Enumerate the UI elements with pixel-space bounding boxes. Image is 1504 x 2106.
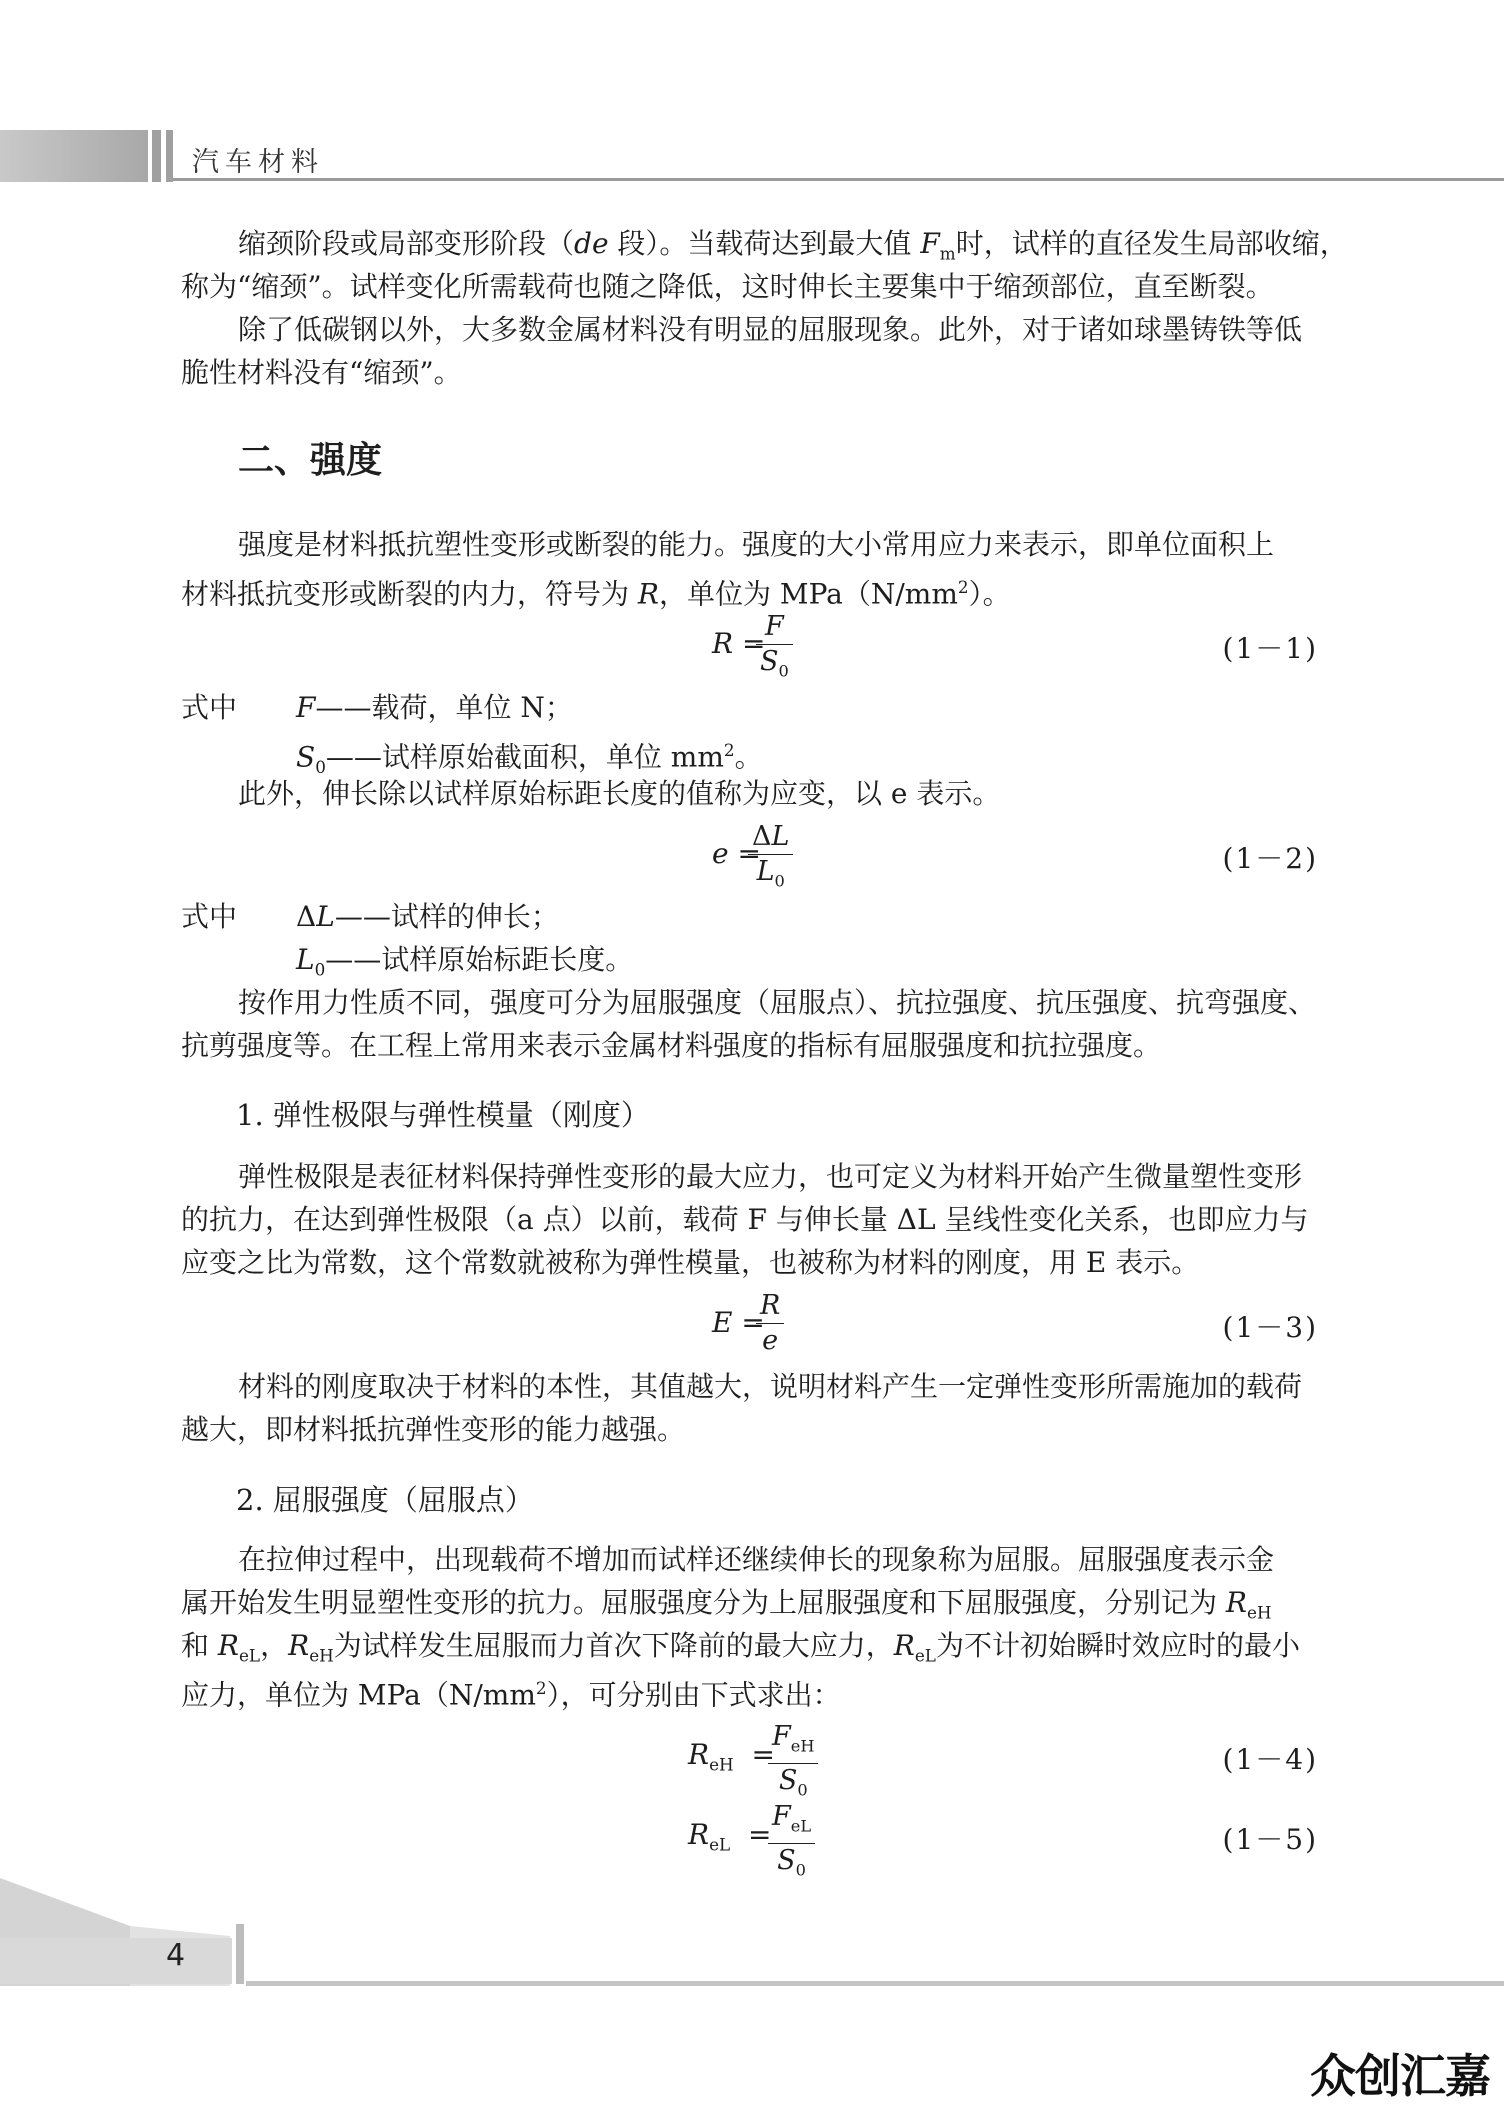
equation-number: (1－2): [1222, 842, 1318, 875]
subsection-title-2: 2. 屈服强度（屈服点）: [236, 1483, 534, 1517]
header-title: 汽车材料: [192, 147, 324, 178]
subsection-title-1: 1. 弹性极限与弹性模量（刚度）: [236, 1098, 650, 1132]
equation-number: (1－1): [1222, 632, 1318, 665]
equation-number: (1－5): [1222, 1823, 1318, 1856]
equation-number: (1－3): [1222, 1311, 1318, 1344]
paragraph-2: 除了低碳钢以外，大多数金属材料没有明显的屈服现象。此外，对于诸如球墨铸铁等低脆性材料没有“缩颈”。: [181, 313, 1303, 389]
watermark: 众创汇嘉: [1310, 2049, 1490, 2103]
paragraph-4: 此外，伸长除以试样原始标距长度的值称为应变，以 e 表示。: [238, 777, 1001, 810]
equation-number: (1－4): [1222, 1743, 1318, 1776]
page-number: 4: [166, 1938, 186, 1973]
paragraph-7: 材料的刚度取决于材料的本性，其值越大，说明材料产生一定弹性变形所需施加的载荷越大，即材料抵抗弹性变形的能力越强。: [181, 1370, 1303, 1446]
paragraph-5: 按作用力性质不同，强度可分为屈服强度（屈服点）、抗拉强度、抗压强度、抗弯强度、抗剪强度等。在工程上常用来表示金属材料强度的指标有屈服强度和抗拉强度。: [181, 986, 1317, 1062]
paragraph-6: 弹性极限是表征材料保持弹性变形的最大应力，也可定义为材料开始产生微量塑性变形的抗力，在达到弹性极限（a 点）以前，载荷 F 与伸长量 ΔL 呈线性变化关系，也即应力与应变之比为常数，这个常数就被称为弹性模量，也被称为材料的刚度，用 E 表示。: [181, 1160, 1309, 1279]
section-title: 二、强度: [238, 440, 383, 481]
